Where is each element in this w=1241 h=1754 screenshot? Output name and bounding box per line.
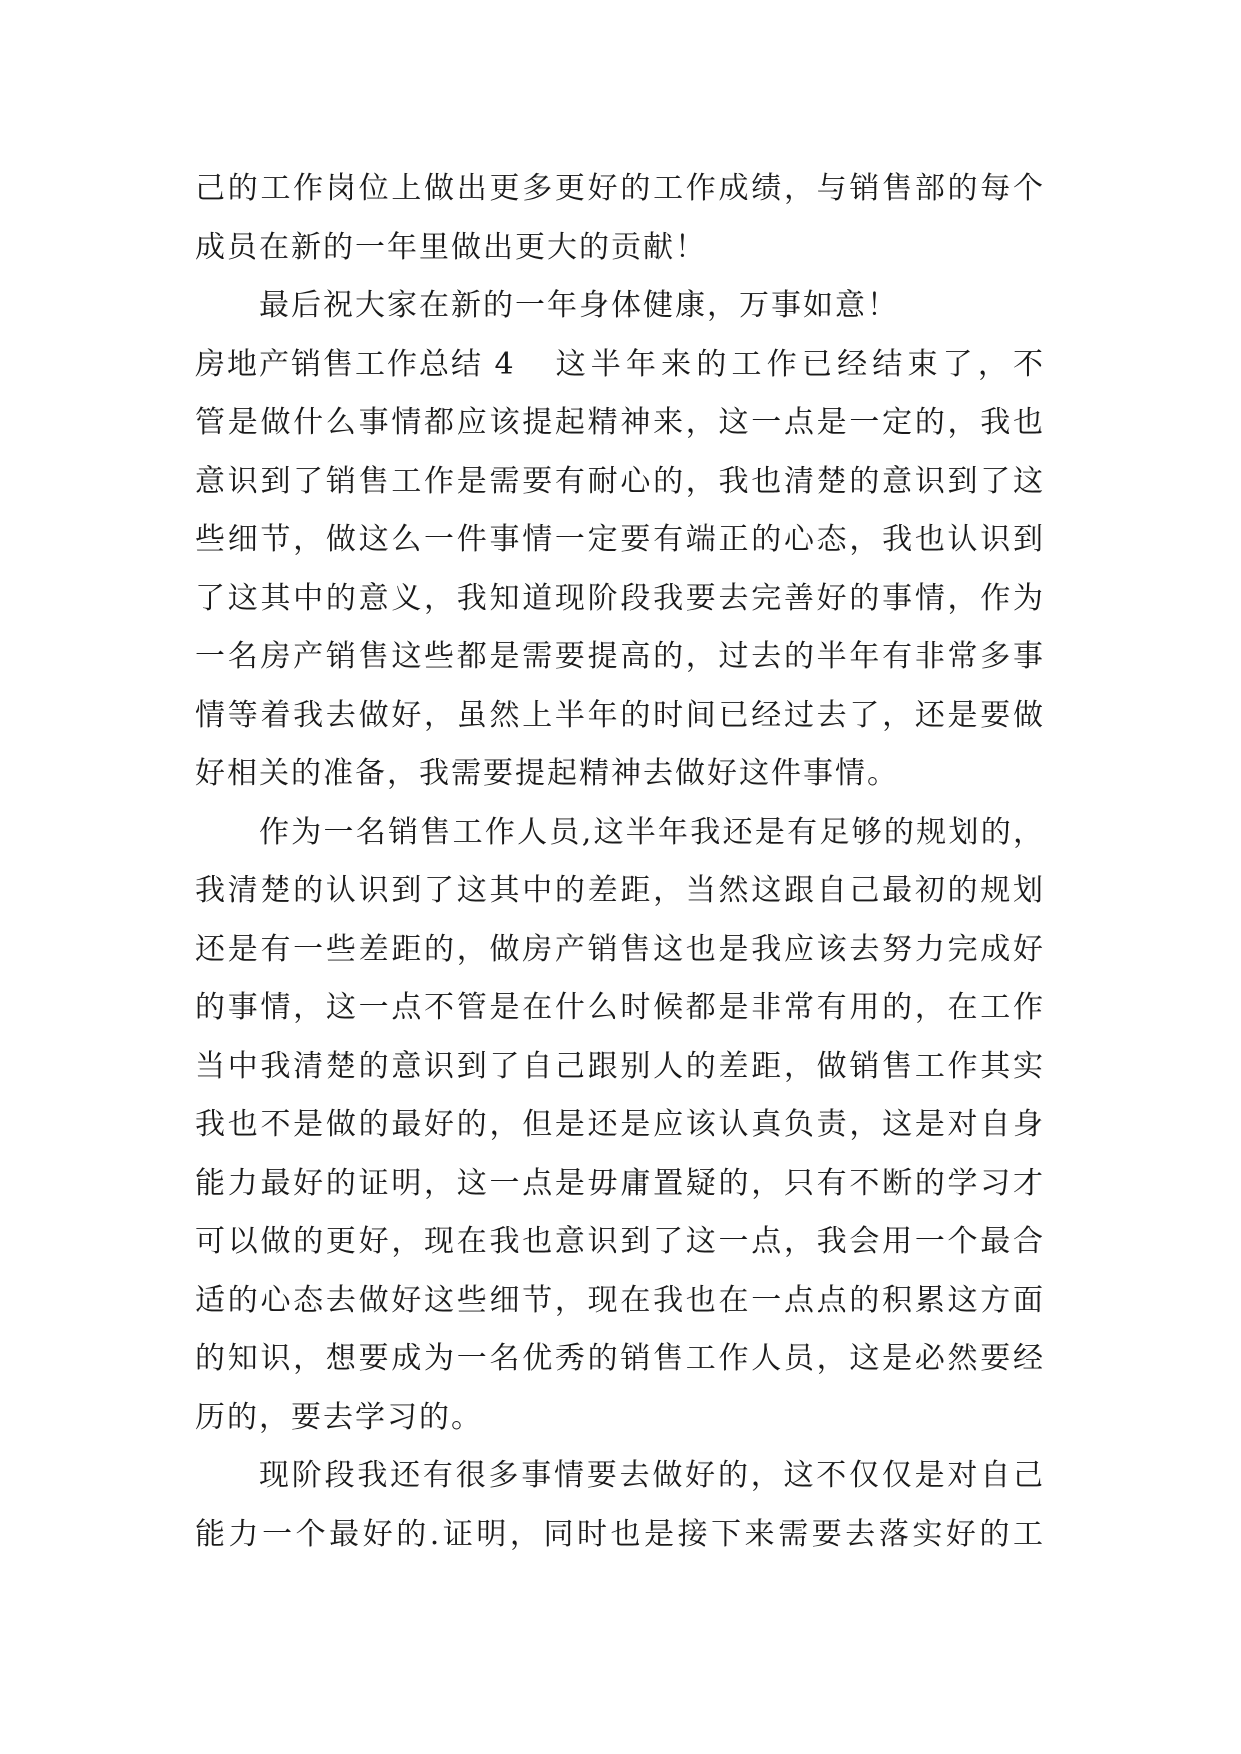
text-line: 我清楚的认识到了这其中的差距，当然这跟自己最初的规划 <box>195 873 1045 908</box>
text-line: 好相关的准备，我需要提起精神去做好这件事情。 <box>195 756 899 791</box>
text-line: 的知识，想要成为一名优秀的销售工作人员，这是必然要经 <box>195 1341 1045 1376</box>
text-line: 适的心态去做好这些细节，现在我也在一点点的积累这方面 <box>195 1282 1045 1318</box>
text-line: 历的，要去学习的。 <box>195 1399 483 1435</box>
text-line: 情等着我去做好，虽然上半年的时间已经过去了，还是要做 <box>195 697 1045 733</box>
text-line: 当中我清楚的意识到了自己跟别人的差距，做销售工作其实 <box>195 1048 1045 1084</box>
text-line: 管是做什么事情都应该提起精神来，这一点是一定的，我也 <box>195 405 1045 440</box>
text-line: 能力最好的证明，这一点是毋庸置疑的，只有不断的学习才 <box>195 1165 1045 1201</box>
text-line: 作为一名销售工作人员,这半年我还是有足够的规划的， <box>259 814 1045 850</box>
text-line: 最后祝大家在新的一年身体健康，万事如意！ <box>259 288 899 323</box>
text-line: 的事情，这一点不管是在什么时候都是非常有用的，在工作 <box>195 990 1045 1025</box>
text-line: 还是有一些差距的，做房产销售这也是我应该去努力完成好 <box>195 931 1045 967</box>
text-line: 己的工作岗位上做出更多更好的工作成绩，与销售部的每个 <box>195 171 1045 206</box>
section-heading-line <box>195 336 1045 395</box>
text-line: 一名房产销售这些都是需要提高的，过去的半年有非常多事 <box>195 639 1045 674</box>
text-line: 意识到了销售工作是需要有耐心的，我也清楚的意识到了这 <box>195 463 1045 499</box>
section-heading: 房地产销售工作总结 4 <box>195 346 516 382</box>
text-line: 这半年来的工作已经结束了，不 <box>555 346 1045 382</box>
text-line: 能力一个最好的.证明，同时也是接下来需要去落实好的工 <box>195 1516 1045 1552</box>
document-page <box>195 160 1045 1564</box>
text-line: 成员在新的一年里做出更大的贡献！ <box>195 229 707 265</box>
text-line: 现阶段我还有很多事情要去做好的，这不仅仅是对自己 <box>259 1458 1045 1493</box>
text-line: 可以做的更好，现在我也意识到了这一点，我会用一个最合 <box>195 1224 1045 1259</box>
text-line: 些细节，做这么一件事情一定要有端正的心态，我也认识到 <box>195 522 1045 557</box>
text-line: 我也不是做的最好的，但是还是应该认真负责，这是对自身 <box>195 1107 1045 1142</box>
text-line: 了这其中的意义，我知道现阶段我要去完善好的事情，作为 <box>195 580 1045 616</box>
